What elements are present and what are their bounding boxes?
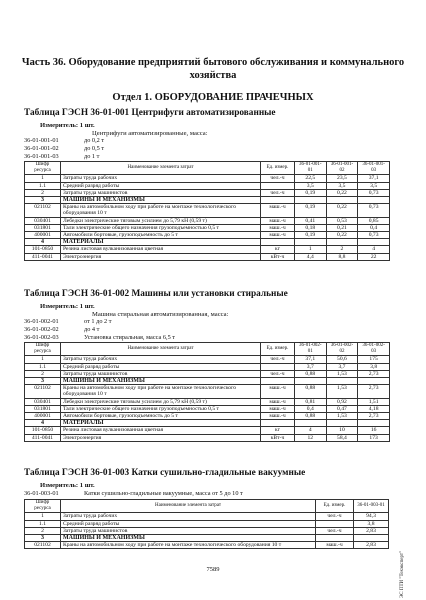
header-name: Наименование элемента затрат [61,500,316,513]
items-intro: Машина стиральная автоматизированная, масса: [92,311,229,318]
item-desc: до 0,2 т [84,137,105,144]
header-unit: Ед. измер. [316,500,354,513]
row-value [326,197,358,204]
row-unit: кг [261,246,295,253]
row-code: 2 [25,189,61,196]
row-unit [316,535,354,542]
row-value: 58,4 [326,434,358,441]
row-code: 411-0041 [25,253,61,260]
row-code: 3 [25,535,61,542]
header-row [25,343,390,356]
table-row [25,513,389,520]
row-value [326,239,358,246]
row-code: 1.1 [25,363,61,370]
measure-label: Измеритель: 1 шт. [40,303,95,310]
row-value: 0,18 [295,224,327,231]
row-value: 4,18 [358,405,390,412]
row-code: 1.1 [25,182,61,189]
header-name: Наименование элемента затрат [61,162,261,175]
item-desc: до 1 т [84,153,100,160]
row-name: Краны на автомобильном ходу при работе на монтаже технологического оборудования 10 т [61,542,316,549]
table-row [25,224,390,231]
row-code: 400001 [25,232,61,239]
header-row [25,162,390,175]
row-name: Резина листовая вулканизованная цветная [61,427,261,434]
row-value: 2,73 [358,370,390,377]
row-value: 2,83 [354,542,389,549]
row-value: 0,4 [358,224,390,231]
row-name: Затраты труда рабочих [61,356,261,363]
row-name: МАТЕРИАЛЫ [61,239,261,246]
row-unit: чел.-ч [261,370,295,377]
row-value: 173 [358,434,390,441]
row-unit: маш.-ч [261,385,295,398]
row-value: 3,8 [358,363,390,370]
row-unit: кг [261,427,295,434]
item-desc: до 0,5 т [84,145,105,152]
row-value: 16 [358,427,390,434]
row-code: 3 [25,378,61,385]
row-unit [261,182,295,189]
table-row [25,520,389,527]
row-value: 10 [326,427,358,434]
row-value: 0,21 [326,224,358,231]
row-code: 021102 [25,204,61,217]
measure-label: Измеритель: 1 шт. [40,122,95,129]
item-desc: Катки сушильно-гладильные вакуумные, масса от 5 до 10 т [84,490,243,497]
row-name: Затраты труда рабочих [61,513,316,520]
row-value: 1,53 [326,370,358,377]
row-value: 0,53 [326,217,358,224]
row-name: Резина листовая вулканизованная цветная [61,246,261,253]
row-value: 0,85 [358,217,390,224]
row-value [358,239,390,246]
resource-table [24,161,390,261]
row-value: 2,83 [354,527,389,534]
row-name: Средний разряд работы [61,363,261,370]
row-unit: маш.-ч [261,405,295,412]
row-code: 101-0850 [25,427,61,434]
row-code: 031801 [25,224,61,231]
table-row [25,370,390,377]
row-unit [261,420,295,427]
row-code: 031801 [25,405,61,412]
row-value: 8,8 [326,253,358,260]
row-code: 1 [25,175,61,182]
table-row [25,398,390,405]
row-name: Автомобили бортовые, грузоподъемность до 5 т [61,413,261,420]
item-code: 36-01-001-03 [24,153,59,160]
dept-title: Отдел 1. ОБОРУДОВАНИЕ ПРАЧЕЧНЫХ [112,92,314,103]
item-code: 36-01-001-01 [24,137,59,144]
row-unit: маш.-ч [261,398,295,405]
table-row [25,385,390,398]
row-unit: чел.-ч [316,513,354,520]
header-row [25,500,389,513]
row-value: 2,73 [358,385,390,398]
row-name: МАШИНЫ И МЕХАНИЗМЫ [61,535,316,542]
row-code: 021102 [25,385,61,398]
row-value: 1,53 [326,413,358,420]
item-code: 36-01-002-02 [24,326,59,333]
table-title: Таблица ГЭСН 36-01-002 Машины или установки стиральные [24,289,288,299]
row-value: 22,5 [295,175,327,182]
row-name: Автомобили бортовые, грузоподъемность до 5 т [61,232,261,239]
row-unit: маш.-ч [261,204,295,217]
row-value: 0,41 [295,217,327,224]
table-row [25,175,390,182]
row-unit: чел.-ч [261,189,295,196]
page-number: 7589 [206,566,220,573]
row-code: 1 [25,356,61,363]
row-value [295,197,327,204]
table-row [25,420,390,427]
row-unit: маш.-ч [261,224,295,231]
row-value: 4,4 [295,253,327,260]
item-desc: Установка стиральная, масса 6,5 т [84,334,176,341]
row-code: 1 [25,513,61,520]
row-value: 0,22 [326,204,358,217]
row-value [358,378,390,385]
item-desc: до 4 т [84,326,100,333]
row-code: 2 [25,527,61,534]
header-unit: Ед. измер. [261,343,295,356]
row-value: 2,73 [358,413,390,420]
header-column-code: 36-01-001-02 [326,162,358,175]
table-row [25,363,390,370]
table-row [25,204,390,217]
table-row [25,197,390,204]
row-value [358,197,390,204]
row-unit [261,378,295,385]
table-row [25,246,390,253]
header-column-code: 36-01-001-03 [358,162,390,175]
row-value: 0,73 [358,204,390,217]
header-column-code: 36-01-003-01 [354,500,389,513]
table-title: Таблица ГЭСН 36-01-001 Центрифуги автоматизированные [24,108,276,118]
row-code: 411-0041 [25,434,61,441]
row-name: МАШИНЫ И МЕХАНИЗМЫ [61,197,261,204]
table-row [25,182,390,189]
row-value: 3,5 [326,182,358,189]
resource-table [24,342,390,442]
row-value: 0,88 [295,370,327,377]
row-value: 1 [295,246,327,253]
row-code: 2 [25,370,61,377]
row-name: Краны на автомобильном ходу при работе на монтаже технологического оборудования 10 т [61,204,261,217]
row-value: 4 [358,246,390,253]
row-unit: маш.-ч [261,217,295,224]
table-title: Таблица ГЭСН 36-01-003 Катки сушильно-гладильные вакуумные [24,468,306,478]
row-name: Средний разряд работы [61,182,261,189]
row-unit [261,363,295,370]
row-value [295,420,327,427]
table-row [25,239,390,246]
row-code: 030401 [25,217,61,224]
row-name: Тали электрические общего назначения грузоподъемностью 0,5 т [61,405,261,412]
header-name: Наименование элемента затрат [61,343,261,356]
row-value [295,239,327,246]
header-column-code: 36-01-002-02 [326,343,358,356]
row-unit: чел.-ч [261,356,295,363]
row-unit: маш.-ч [261,232,295,239]
row-value: 0,22 [326,232,358,239]
row-value [354,535,389,542]
table-row [25,527,389,534]
row-unit [316,520,354,527]
row-value: 0,19 [295,189,327,196]
row-name: Средний разряд работы [61,520,316,527]
header-unit: Ед. измер. [261,162,295,175]
row-value: 50,6 [326,356,358,363]
row-value: 0,88 [295,413,327,420]
row-value: 23,5 [326,175,358,182]
table-row [25,427,390,434]
row-value: 94,3 [354,513,389,520]
row-code: 400001 [25,413,61,420]
header-column-code: 36-01-002-03 [358,343,390,356]
row-unit: маш.-ч [261,413,295,420]
row-code: 030401 [25,398,61,405]
row-name: Электроэнергия [61,434,261,441]
table-row [25,217,390,224]
row-name: Лебедки электрические тяговым усилием до 5,79 кН (0,59 т) [61,217,261,224]
row-code: 4 [25,420,61,427]
row-value: 0,81 [295,398,327,405]
part-title: Часть 36. Оборудование предприятий бытового обслуживания и коммунального хозяйства [21,57,405,81]
row-value: 1,53 [326,385,358,398]
row-value: 0,19 [295,204,327,217]
row-name: Тали электрические общего назначения грузоподъемностью 0,5 т [61,224,261,231]
row-value: 1,51 [358,398,390,405]
item-code: 36-01-001-02 [24,145,59,152]
row-value: 2 [326,246,358,253]
header-code: Шифр ресурса [25,162,61,175]
row-code: 101-0850 [25,246,61,253]
row-value: 0,19 [295,232,327,239]
row-value: 0,73 [358,189,390,196]
header-code: Шифр ресурса [25,500,61,513]
row-name: Затраты труда машинистов [61,370,261,377]
row-value: 3,7 [295,363,327,370]
row-value [295,378,327,385]
header-code: Шифр ресурса [25,343,61,356]
item-code: 36-01-003-01 [24,490,59,497]
row-code: 1.1 [25,520,61,527]
items-intro: Центрифуги автоматизированные, масса: [92,130,208,137]
table-row [25,356,390,363]
measure-label: Измеритель: 1 шт. [40,482,95,489]
row-value: 0,88 [295,385,327,398]
row-value: 3,7 [326,363,358,370]
row-value: 175 [358,356,390,363]
table-row [25,542,389,549]
row-value: 0,22 [326,189,358,196]
row-unit [261,239,295,246]
row-value: 37,1 [295,356,327,363]
row-name: Краны на автомобильном ходу при работе на монтаже технологического оборудования 10 т [61,385,261,398]
row-code: 3 [25,197,61,204]
item-code: 36-01-002-03 [24,334,59,341]
row-name: Затраты труда машинистов [61,189,261,196]
row-name: Лебедки электрические тяговым усилием до 5,79 кН (0,59 т) [61,398,261,405]
row-name: Электроэнергия [61,253,261,260]
resource-table [24,499,389,549]
row-value: 0,73 [358,232,390,239]
row-value: 4 [295,427,327,434]
table-row [25,535,389,542]
row-unit: чел.-ч [261,175,295,182]
row-value: 3,5 [295,182,327,189]
table-row [25,189,390,196]
row-name: МАШИНЫ И МЕХАНИЗМЫ [61,378,261,385]
item-desc: от 1 до 2 т [84,318,112,325]
table-row [25,413,390,420]
row-value: 0,4 [295,405,327,412]
row-unit: чел.-ч [316,527,354,534]
row-code: 021102 [25,542,61,549]
row-value: 37,1 [358,175,390,182]
row-value: 0,92 [326,398,358,405]
header-column-code: 36-01-002-01 [295,343,327,356]
row-code: 4 [25,239,61,246]
table-row [25,378,390,385]
row-value: 12 [295,434,327,441]
table-row [25,434,390,441]
row-name: Затраты труда рабочих [61,175,261,182]
row-value: 3,5 [358,182,390,189]
row-value: 22 [358,253,390,260]
row-name: МАТЕРИАЛЫ [61,420,261,427]
row-unit: маш.-ч [316,542,354,549]
row-unit: кВт-ч [261,434,295,441]
item-code: 36-01-002-01 [24,318,59,325]
row-value: 3,8 [354,520,389,527]
row-unit [261,197,295,204]
row-value [358,420,390,427]
row-unit: кВт-ч [261,253,295,260]
header-column-code: 36-01-001-01 [295,162,327,175]
row-value [326,420,358,427]
row-value [326,378,358,385]
footer-publisher: ЭС ПТИ "Техэксперт" [400,550,405,598]
table-row [25,232,390,239]
table-row [25,405,390,412]
row-value: 0,47 [326,405,358,412]
table-row [25,253,390,260]
row-name: Затраты труда машинистов [61,527,316,534]
